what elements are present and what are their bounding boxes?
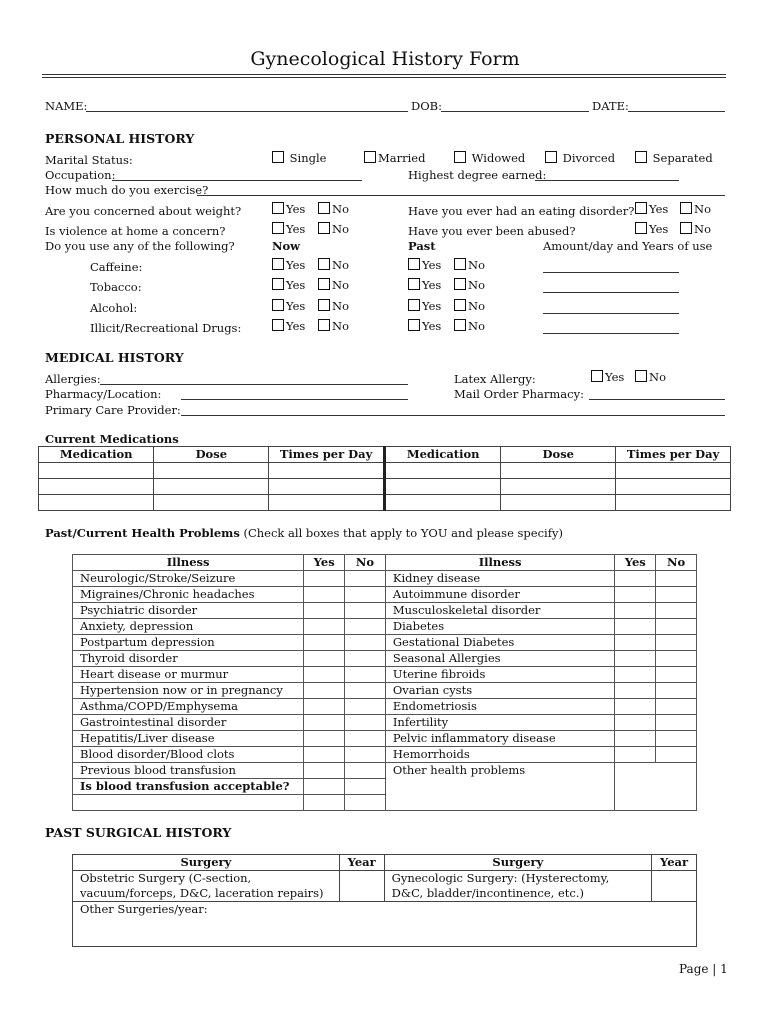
checkbox-icon[interactable] <box>272 151 284 163</box>
table-row: Hypertension now or in pregnancy Ovarian cysts <box>73 683 697 699</box>
checkbox-icon[interactable] <box>318 222 330 234</box>
title-rule-2 <box>42 77 726 78</box>
name-field[interactable] <box>86 111 408 112</box>
table-row: Neurologic/Stroke/Seizure Kidney disease <box>73 571 697 587</box>
weight-no[interactable]: No <box>318 202 349 216</box>
checkbox-icon[interactable] <box>408 278 420 290</box>
checkbox-icon[interactable] <box>635 370 647 382</box>
drugs-past-no[interactable]: No <box>454 319 485 333</box>
checkbox-icon[interactable] <box>318 202 330 214</box>
abused-question: Have you ever been abused? <box>408 224 576 238</box>
checkbox-icon[interactable] <box>454 278 466 290</box>
med-header: Medication <box>384 447 500 463</box>
violence-question: Is violence at home a concern? <box>45 224 226 238</box>
checkbox-icon[interactable] <box>591 370 603 382</box>
tobacco-amount-field[interactable] <box>543 292 679 293</box>
pcp-field[interactable] <box>181 415 725 416</box>
table-row: Anxiety, depression Diabetes <box>73 619 697 635</box>
medical-history-heading: MEDICAL HISTORY <box>45 350 184 365</box>
violence-yes[interactable]: Yes <box>272 222 305 236</box>
date-label: DATE: <box>592 99 629 113</box>
illness-header: Illness <box>385 555 614 571</box>
abused-yes[interactable]: Yes <box>635 222 668 236</box>
exercise-label: How much do you exercise? <box>45 183 209 197</box>
surgery-header: Surgery <box>73 855 340 871</box>
checkbox-icon[interactable] <box>318 278 330 290</box>
page-number: Page | 1 <box>679 962 728 976</box>
exercise-field[interactable] <box>197 195 725 196</box>
checkbox-icon[interactable] <box>680 202 692 214</box>
checkbox-icon[interactable] <box>454 299 466 311</box>
latex-no[interactable]: No <box>635 370 666 384</box>
table-row: Previous blood transfusion Other health problems <box>73 763 697 779</box>
abused-no[interactable]: No <box>680 222 711 236</box>
med-header: Times per Day <box>616 447 731 463</box>
degree-field[interactable] <box>535 180 679 181</box>
checkbox-icon[interactable] <box>272 319 284 331</box>
checkbox-icon[interactable] <box>272 202 284 214</box>
violence-no[interactable]: No <box>318 222 349 236</box>
substance-alcohol-label: Alcohol: <box>90 301 138 315</box>
health-problems-heading: Past/Current Health Problems (Check all boxes that apply to YOU and please specify) <box>45 526 563 540</box>
checkbox-icon[interactable] <box>635 202 647 214</box>
occupation-field[interactable] <box>112 180 362 181</box>
health-problems-table <box>72 554 697 811</box>
medications-table <box>38 446 731 511</box>
tobacco-now-yes[interactable]: Yes <box>272 278 305 292</box>
no-header: No <box>656 555 697 571</box>
mail-order-field[interactable] <box>589 399 725 400</box>
checkbox-icon[interactable] <box>408 299 420 311</box>
checkbox-icon[interactable] <box>364 151 376 163</box>
current-medications-label: Current Medications <box>45 432 179 446</box>
surgery-header: Surgery <box>384 855 651 871</box>
degree-label: Highest degree earned: <box>408 168 547 182</box>
marital-widowed[interactable]: Widowed <box>454 151 525 165</box>
eating-yes[interactable]: Yes <box>635 202 668 216</box>
table-row: Migraines/Chronic headaches Autoimmune disorder <box>73 587 697 603</box>
past-column-label: Past <box>408 239 436 253</box>
gynecologic-surgery-cell: Gynecologic Surgery: (Hysterectomy, D&C, bladder/incontinence, etc.) <box>384 871 651 902</box>
med-header: Dose <box>501 447 616 463</box>
alcohol-now-yes[interactable]: Yes <box>272 299 305 313</box>
latex-label: Latex Allergy: <box>454 372 536 386</box>
substance-tobacco-label: Tobacco: <box>90 280 142 294</box>
alcohol-past-yes[interactable]: Yes <box>408 299 441 313</box>
marital-married[interactable]: Married <box>364 151 425 165</box>
allergies-field[interactable] <box>100 384 408 385</box>
tobacco-past-no[interactable]: No <box>454 278 485 292</box>
drugs-amount-field[interactable] <box>543 333 679 334</box>
mail-order-label: Mail Order Pharmacy: <box>454 387 584 401</box>
substance-caffeine-label: Caffeine: <box>90 260 143 274</box>
marital-separated[interactable]: Separated <box>635 151 713 165</box>
dob-label: DOB: <box>411 99 442 113</box>
caffeine-past-no[interactable]: No <box>454 258 485 272</box>
year-header: Year <box>339 855 384 871</box>
marital-status-label: Marital Status: <box>45 153 133 167</box>
eating-no[interactable]: No <box>680 202 711 216</box>
table-row <box>73 871 697 902</box>
drugs-now-no[interactable]: No <box>318 319 349 333</box>
caffeine-amount-field[interactable] <box>543 272 679 273</box>
yes-header: Yes <box>304 555 345 571</box>
table-row: Thyroid disorder Seasonal Allergies <box>73 651 697 667</box>
table-row <box>39 479 731 495</box>
checkbox-icon[interactable] <box>454 319 466 331</box>
drugs-now-yes[interactable]: Yes <box>272 319 305 333</box>
substance-drugs-label: Illicit/Recreational Drugs: <box>90 321 242 335</box>
alcohol-now-no[interactable]: No <box>318 299 349 313</box>
checkbox-icon[interactable] <box>318 299 330 311</box>
substances-question: Do you use any of the following? <box>45 239 235 253</box>
drugs-past-yes[interactable]: Yes <box>408 319 441 333</box>
checkbox-icon[interactable] <box>272 299 284 311</box>
caffeine-now-no[interactable]: No <box>318 258 349 272</box>
weight-yes[interactable]: Yes <box>272 202 305 216</box>
pharmacy-label: Pharmacy/Location: <box>45 387 162 401</box>
pharmacy-field[interactable] <box>181 399 408 400</box>
obstetric-surgery-cell: Obstetric Surgery (C-section, vacuum/forceps, D&C, laceration repairs) <box>73 871 340 902</box>
eating-question: Have you ever had an eating disorder? <box>408 204 635 218</box>
weight-question: Are you concerned about weight? <box>45 204 242 218</box>
table-row: Is blood transfusion acceptable? <box>73 779 697 795</box>
table-row: Asthma/COPD/Emphysema Endometriosis <box>73 699 697 715</box>
occupation-label: Occupation: <box>45 168 116 182</box>
table-row <box>73 902 697 947</box>
marital-single[interactable]: Single <box>272 151 326 165</box>
table-row: Psychiatric disorder Musculoskeletal disorder <box>73 603 697 619</box>
illness-header: Illness <box>73 555 304 571</box>
checkbox-icon[interactable] <box>272 278 284 290</box>
latex-yes[interactable]: Yes <box>591 370 624 384</box>
surgical-history-heading: PAST SURGICAL HISTORY <box>45 825 232 840</box>
surgical-history-table <box>72 854 697 947</box>
table-row: Blood disorder/Blood clots Hemorrhoids <box>73 747 697 763</box>
checkbox-icon[interactable] <box>635 151 647 163</box>
table-row: Postpartum depression Gestational Diabetes <box>73 635 697 651</box>
tobacco-now-no[interactable]: No <box>318 278 349 292</box>
pcp-label: Primary Care Provider: <box>45 403 181 417</box>
checkbox-icon[interactable] <box>318 258 330 270</box>
marital-divorced[interactable]: Divorced <box>545 151 615 165</box>
table-row <box>39 495 731 511</box>
checkbox-icon[interactable] <box>272 258 284 270</box>
page-title: Gynecological History Form <box>250 48 520 70</box>
med-header: Medication <box>39 447 154 463</box>
checkbox-icon[interactable] <box>272 222 284 234</box>
alcohol-past-no[interactable]: No <box>454 299 485 313</box>
caffeine-now-yes[interactable]: Yes <box>272 258 305 272</box>
med-header: Dose <box>154 447 269 463</box>
table-row <box>39 463 731 479</box>
amount-column-label: Amount/day and Years of use <box>543 239 713 253</box>
med-header: Times per Day <box>269 447 385 463</box>
title-rule <box>42 74 726 75</box>
checkbox-icon[interactable] <box>408 258 420 270</box>
no-header: No <box>345 555 386 571</box>
checkbox-icon[interactable] <box>318 319 330 331</box>
yes-header: Yes <box>615 555 656 571</box>
date-field[interactable] <box>628 111 725 112</box>
table-row: Heart disease or murmur Uterine fibroids <box>73 667 697 683</box>
tobacco-past-yes[interactable]: Yes <box>408 278 441 292</box>
other-surgeries-cell[interactable]: Other Surgeries/year: <box>73 902 697 947</box>
name-label: NAME: <box>45 99 88 113</box>
checkbox-icon[interactable] <box>408 319 420 331</box>
dob-field[interactable] <box>441 111 589 112</box>
table-row: Hepatitis/Liver disease Pelvic inflammatory disease <box>73 731 697 747</box>
allergies-label: Allergies: <box>45 372 101 386</box>
caffeine-past-yes[interactable]: Yes <box>408 258 441 272</box>
checkbox-icon[interactable] <box>454 258 466 270</box>
year-header: Year <box>652 855 697 871</box>
personal-history-heading: PERSONAL HISTORY <box>45 131 195 146</box>
checkbox-icon[interactable] <box>635 222 647 234</box>
now-column-label: Now <box>272 239 301 253</box>
checkbox-icon[interactable] <box>680 222 692 234</box>
alcohol-amount-field[interactable] <box>543 313 679 314</box>
table-row: Gastrointestinal disorder Infertility <box>73 715 697 731</box>
checkbox-icon[interactable] <box>545 151 557 163</box>
checkbox-icon[interactable] <box>454 151 466 163</box>
